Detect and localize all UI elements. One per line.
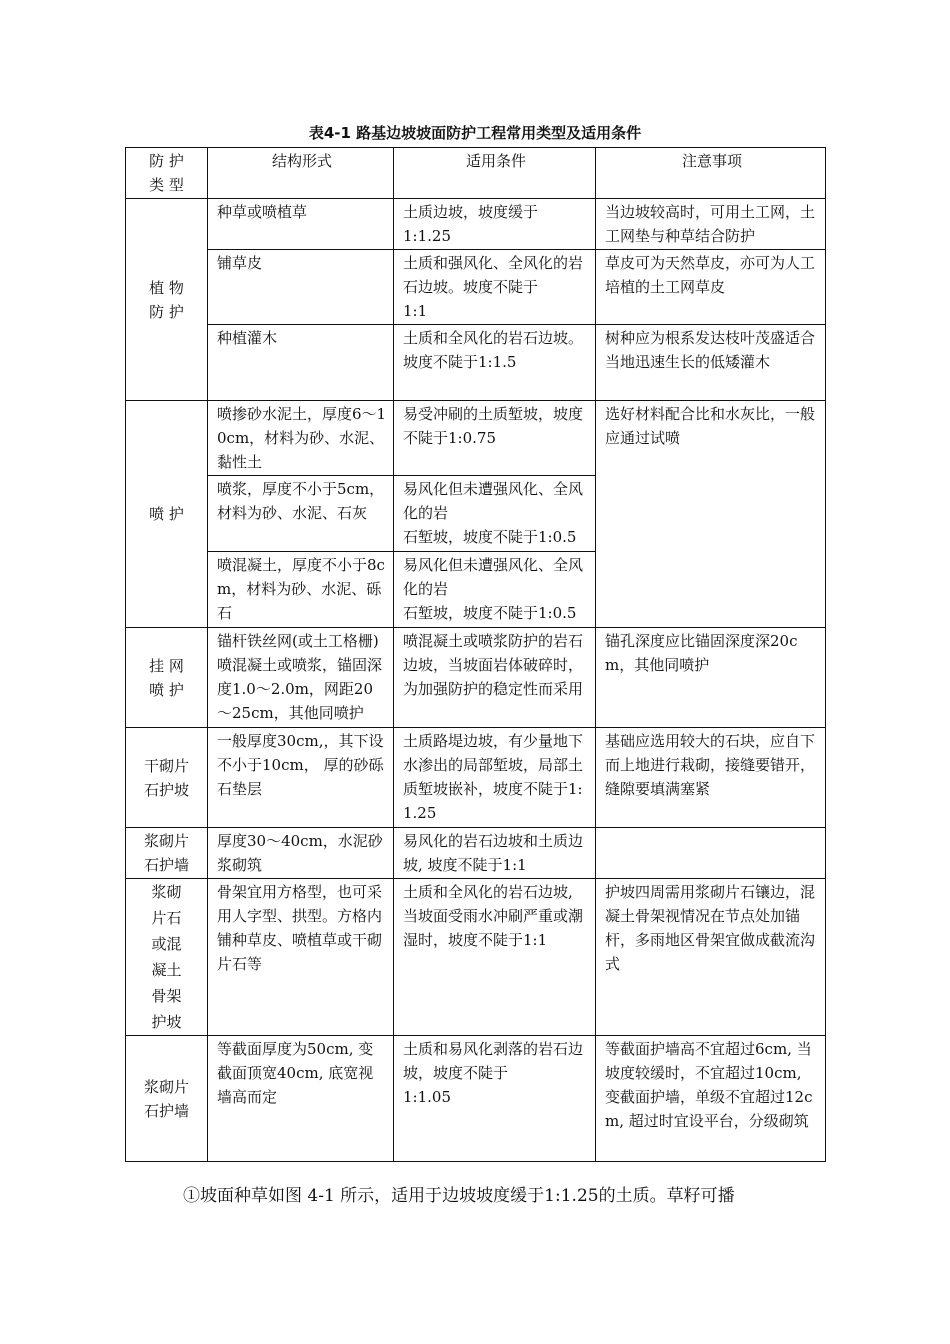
table-row: [126, 628, 826, 728]
header-notes: 注意事项: [596, 148, 826, 199]
table-row: [126, 879, 826, 1036]
notes-cell: 基础应选用较大的石块，应自下而上地进行栽砌，接缝要错开，缝隙要填满塞紧: [596, 728, 826, 828]
category-cell: 挂 网 喷 护: [126, 628, 208, 728]
notes-cell: 锚孔深度应比锚固深度深20cm，其他同喷护: [596, 628, 826, 728]
conditions-cell: 土质路堤边坡，有少量地下水渗出的局部堑坡，局部土质堑坡嵌补，坡度不陡于1:1.25: [394, 728, 596, 828]
notes-cell: 当边坡较高时，可用土工网，土工网垫与种草结合防护: [596, 199, 826, 250]
structure-cell: 一般厚度30cm,，其下设不小于10cm， 厚的砂砾石垫层: [208, 728, 394, 828]
header-structure: 结构形式: [208, 148, 394, 199]
category-cell: 干砌片 石护坡: [126, 728, 208, 828]
notes-cell: [596, 828, 826, 879]
header-conditions: 适用条件: [394, 148, 596, 199]
notes-cell: 选好材料配合比和水灰比，一般应通过试喷: [596, 401, 826, 628]
table-row: [126, 828, 826, 879]
header-category: 防 护 类 型: [126, 148, 208, 199]
table-row: [126, 325, 826, 401]
category-cell: 喷 护: [126, 401, 208, 628]
notes-cell: 护坡四周需用浆砌片石镶边，混凝土骨架视情况在节点处加锚杆，多雨地区骨架宜做成截流沟式: [596, 879, 826, 1036]
structure-cell: 骨架宜用方格型，也可采用人字型、拱型。方格内铺种草皮、喷植草或干砌片石等: [208, 879, 394, 1036]
table-row: [126, 1036, 826, 1162]
table-row: [126, 401, 826, 476]
conditions-cell: 土质边坡，坡度缓于 1:1.25: [394, 199, 596, 250]
notes-cell: 等截面护墙高不宜超过6cm, 当坡度较缓时，不宜超过10cm, 变截面护墙，单级不宜超过12cm, 超过时宜设平台，分级砌筑: [596, 1036, 826, 1162]
notes-cell: 草皮可为天然草皮，亦可为人工培植的土工网草皮: [596, 250, 826, 325]
conditions-cell: 喷混凝土或喷浆防护的岩石边坡，当坡面岩体破碎时，为加强防护的稳定性而采用: [394, 628, 596, 728]
notes-cell: 树种应为根系发达枝叶茂盛适合当地迅速生长的低矮灌木: [596, 325, 826, 401]
table-row: [126, 199, 826, 250]
structure-cell: 喷掺砂水泥土，厚度6～10cm，材料为砂、水泥、黏性土: [208, 401, 394, 476]
structure-cell: 锚杆铁丝网(或土工格栅)喷混凝土或喷浆，锚固深度1.0～2.0m，网距20～25cm，其他同喷护: [208, 628, 394, 728]
conditions-cell: 易风化但未遭强风化、全风化的岩 石堑坡，坡度不陡于1:0.5: [394, 476, 596, 552]
structure-cell: 喷浆，厚度不小于5cm，材料为砂、水泥、石灰: [208, 476, 394, 552]
category-cell: 浆砌片 石护墙: [126, 828, 208, 879]
conditions-cell: 土质和易风化剥落的岩石边坡，坡度不陡于 1:1.05: [394, 1036, 596, 1162]
conditions-cell: 易风化但未遭强风化、全风化的岩 石堑坡，坡度不陡于1:0.5: [394, 552, 596, 628]
structure-cell: 等截面厚度为50cm, 变截面顶宽40cm, 底宽视墙高而定: [208, 1036, 394, 1162]
table-row: [126, 250, 826, 325]
structure-cell: 种植灌木: [208, 325, 394, 401]
conditions-cell: 易风化的岩石边坡和土质边坡, 坡度不陡于1:1: [394, 828, 596, 879]
conditions-cell: 土质和全风化的岩石边坡, 当坡面受雨水冲刷严重或潮湿时，坡度不陡于1:1: [394, 879, 596, 1036]
conditions-cell: 土质和强风化、全风化的岩石边坡。坡度不陡于 1:1: [394, 250, 596, 325]
table-header-row: [126, 148, 826, 199]
category-cell: 浆砌 片石 或混 凝土 骨架 护坡: [126, 879, 208, 1036]
category-cell: 浆砌片 石护墙: [126, 1036, 208, 1162]
structure-cell: 喷混凝土，厚度不小于8cm，材料为砂、水泥、砾石: [208, 552, 394, 628]
conditions-cell: 易受冲刷的土质堑坡，坡度不陡于1:0.75: [394, 401, 596, 476]
structure-cell: 铺草皮: [208, 250, 394, 325]
structure-cell: 厚度30～40cm，水泥砂浆砌筑: [208, 828, 394, 879]
protection-types-table: [125, 147, 826, 1162]
structure-cell: 种草或喷植草: [208, 199, 394, 250]
body-paragraph: ①坡面种草如图 4-1 所示，适用于边坡坡度缓于1:1.25的土质。草籽可播: [183, 1186, 735, 1206]
table-row: [126, 728, 826, 828]
conditions-cell: 土质和全风化的岩石边坡。坡度不陡于1:1.5: [394, 325, 596, 401]
table-title: 表4-1 路基边坡坡面防护工程常用类型及适用条件: [308, 124, 642, 142]
category-cell: 植 物 防 护: [126, 199, 208, 401]
